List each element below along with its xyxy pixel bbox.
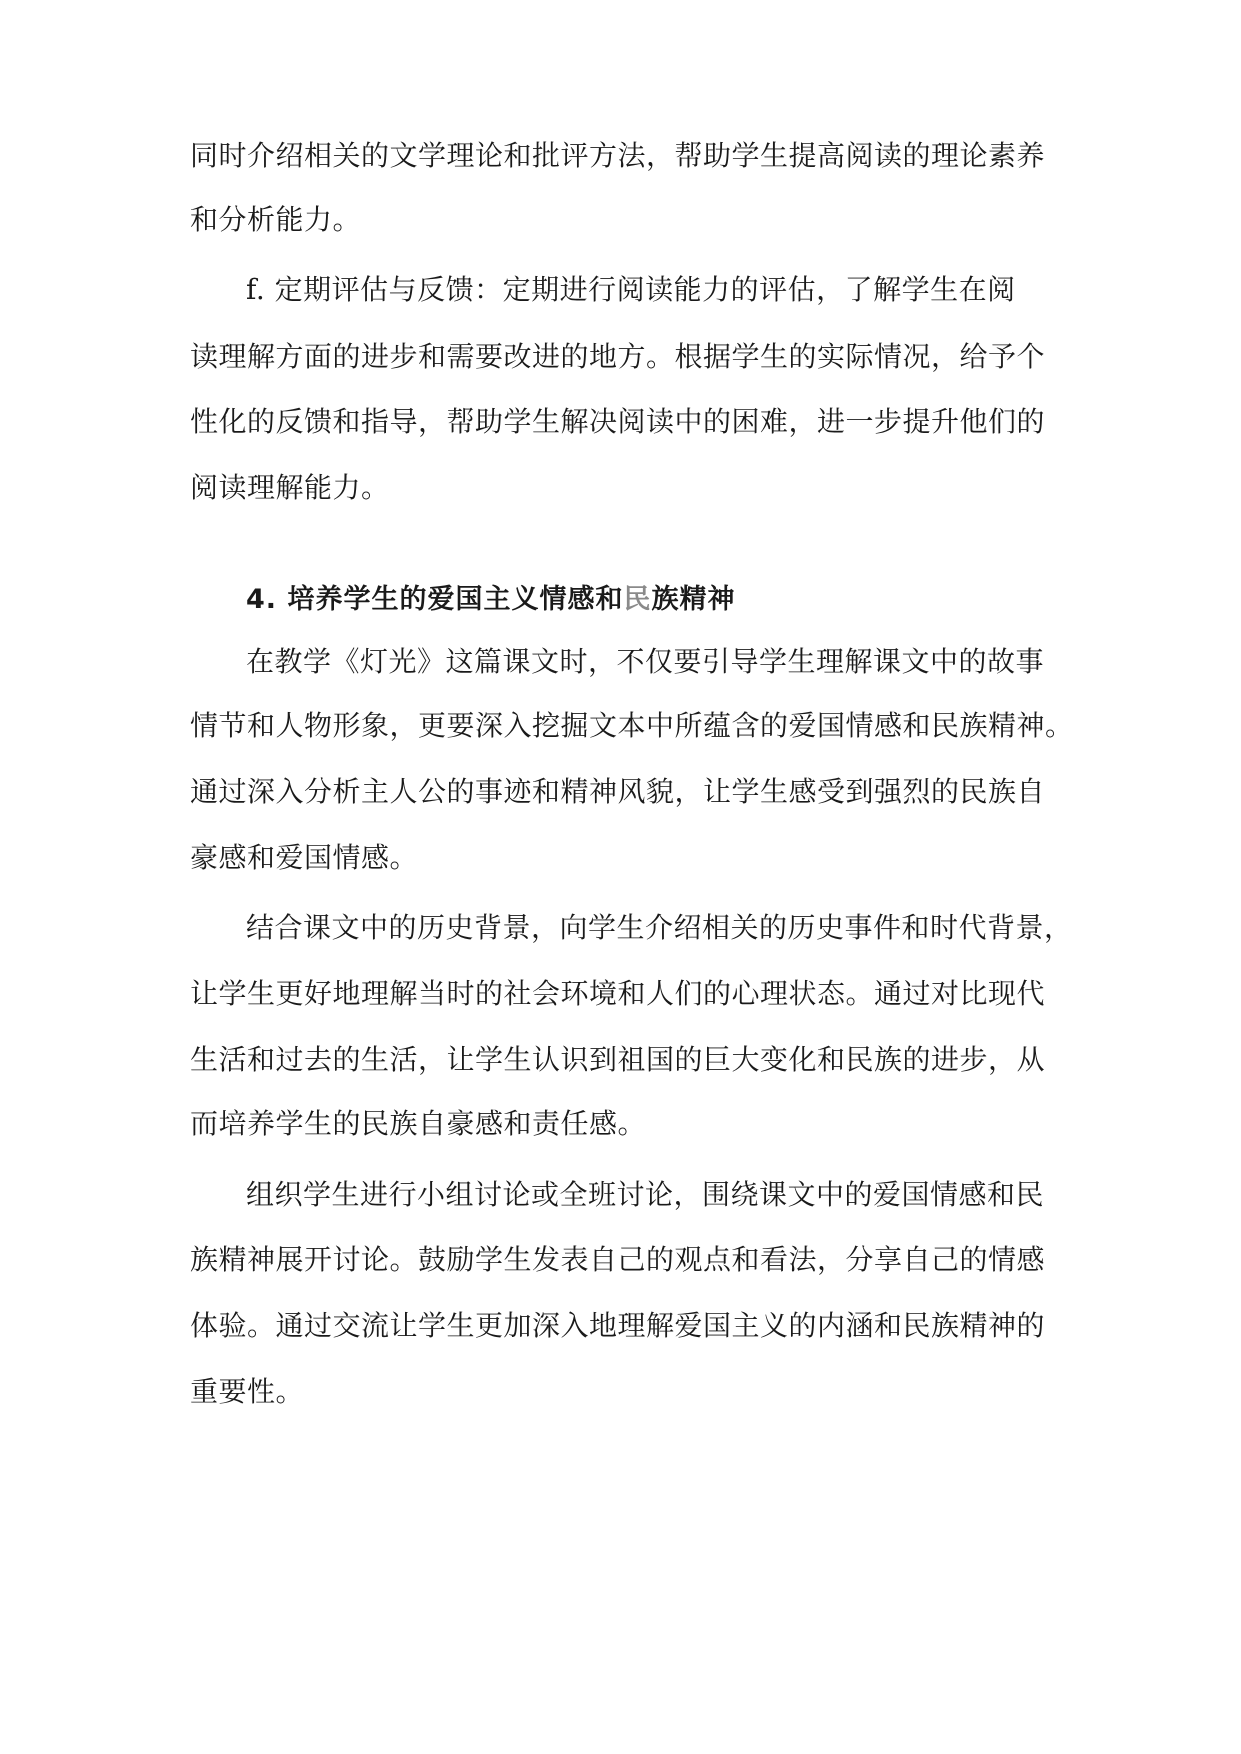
paragraph-first-line: 在教学《灯光》这篇课文时，不仅要引导学生理解课文中的故事 [246, 645, 1045, 678]
text-line: 让学生更好地理解当时的社会环境和人们的心理状态。通过对比现代 [190, 977, 1046, 1010]
text-line: 重要性。 [190, 1375, 305, 1408]
text-line: 阅读理解能力。 [190, 471, 390, 504]
text-line: 族精神展开讨论。鼓励学生发表自己的观点和看法，分享自己的情感 [190, 1243, 1046, 1276]
text-line: 体验。通过交流让学生更加深入地理解爱国主义的内涵和民族精神的 [190, 1309, 1046, 1342]
text-line: 同时介绍相关的文学理论和批评方法，帮助学生提高阅读的理论素养 [190, 139, 1046, 172]
heading-text-faint: 民 [623, 584, 652, 615]
section-heading [246, 580, 735, 620]
heading-text: 族精神 [651, 584, 736, 615]
text-line: 豪感和爱国情感。 [190, 841, 419, 874]
text-line: 情节和人物形象，更要深入挖掘文本中所蕴含的爱国情感和民族精神。 [190, 709, 1074, 742]
heading-text: 4. 培养学生的爱国主义情感和 [246, 584, 624, 615]
text-line: 生活和过去的生活，让学生认识到祖国的巨大变化和民族的进步，从 [190, 1043, 1046, 1076]
text-line: 性化的反馈和指导，帮助学生解决阅读中的困难，进一步提升他们的 [190, 405, 1046, 438]
paragraph-first-line: 结合课文中的历史背景，向学生介绍相关的历史事件和时代背景， [246, 911, 1073, 944]
list-item-f-first-line: f. 定期评估与反馈：定期进行阅读能力的评估，了解学生在阅 [246, 273, 1016, 306]
paragraph-first-line: 组织学生进行小组讨论或全班讨论，围绕课文中的爱国情感和民 [246, 1178, 1045, 1211]
text-line: 通过深入分析主人公的事迹和精神风貌，让学生感受到强烈的民族自 [190, 775, 1046, 808]
text-line: 而培养学生的民族自豪感和责任感。 [190, 1107, 647, 1140]
text-line: 和分析能力。 [190, 203, 362, 236]
text-line: 读理解方面的进步和需要改进的地方。根据学生的实际情况，给予个 [190, 340, 1046, 373]
